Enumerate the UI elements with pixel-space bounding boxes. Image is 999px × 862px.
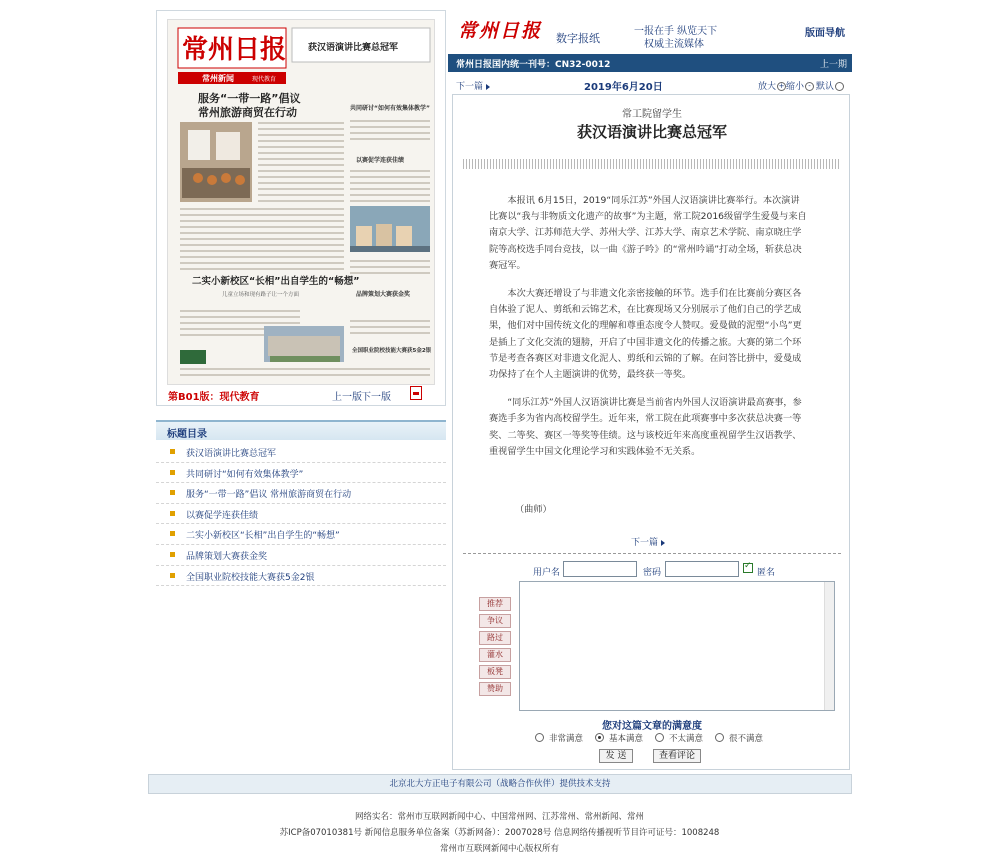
newspaper-col-head4: 全国职业院校技能大赛获5金2银 — [352, 348, 432, 354]
next-article-label[interactable]: 下一篇 — [456, 82, 484, 92]
next-page-link[interactable]: 下一版 — [361, 392, 391, 403]
spam-button[interactable]: 灌水 — [479, 648, 511, 662]
satisfaction-radio-2[interactable] — [595, 733, 604, 742]
article-author: （曲师） — [515, 504, 552, 515]
zoom-in-label[interactable]: 放大 — [758, 82, 777, 92]
article-subtitle: 常工院留学生 — [622, 109, 682, 120]
footer-copyright: 常州市互联网新闻中心版权所有 — [439, 844, 559, 854]
send-button[interactable]: 发 送 — [599, 749, 633, 763]
toc-title: 标题目录 — [167, 429, 207, 440]
toc-item-label[interactable]: 以赛促学连获佳绩 — [186, 510, 259, 521]
anonymous-checkbox[interactable] — [743, 563, 753, 573]
tech-provider-bar: 北京北大方正电子有限公司（战略合作伙伴）提供技术支持 — [148, 774, 852, 794]
article-paragraph: 本报讯 6月15日，2019“同乐江苏”外国人汉语演讲比赛举行。本次演讲比赛以“我与非物质文化遗产的故事”为主题，常工院2016级留学生爱曼与来自南京大学、江苏师范大学、苏州大学、江苏大学、南京艺术学院、南京晓庄学院等高校选手同台竞技，以一曲《游子吟》的“常州吟诵”打动全场，斩获总决赛冠军。 — [489, 195, 807, 271]
article-body — [489, 193, 807, 472]
sponsor-button[interactable]: 赞助 — [479, 682, 511, 696]
zoom-in-button[interactable] — [758, 79, 786, 92]
bullet-icon — [170, 449, 175, 454]
newspaper-col-head2: 以赛促学连获佳绩 — [356, 157, 405, 164]
dispute-button[interactable]: 争议 — [479, 614, 511, 628]
article-container — [452, 94, 850, 770]
toc-item-label[interactable]: 共同研讨“如何有效集体教学” — [186, 469, 304, 480]
slogan-line2: 权威主流媒体 — [644, 39, 704, 50]
zoom-default-label[interactable]: 默认 — [816, 82, 835, 92]
divider-stripe — [463, 159, 841, 169]
toc-item[interactable] — [156, 483, 446, 504]
toc-item[interactable] — [156, 442, 446, 463]
satisfaction-title: 您对这篇文章的满意度 — [602, 721, 702, 732]
arrow-right-icon — [486, 84, 490, 90]
comment-textarea[interactable] — [519, 581, 835, 711]
article-paragraph: “同乐江苏”外国人汉语演讲比赛是当前省内外国人汉语演讲最高赛事，参赛选手多为省内高校留学生。近年来，常工院在此项赛事中多次获总决赛一等奖、二等奖、赛区一等奖等佳绩。这与该校近年来高度重视留学生汉语教学、重视留学生中国文化理论学习和实践体验不无关系。 — [489, 397, 802, 457]
site-logo[interactable]: 常州日报 — [458, 20, 543, 42]
newspaper-page-render — [168, 20, 435, 385]
newspaper-head2: 常州旅游商贸在行动 — [198, 106, 297, 119]
plus-icon[interactable]: + — [778, 82, 785, 90]
password-input[interactable] — [665, 561, 739, 577]
toc-item[interactable] — [156, 545, 446, 566]
article-paragraph: 本次大赛还增设了与非遗文化亲密接触的环节。选手们在比赛前分赛区各自体验了泥人、剪纸和云锦艺术，在比赛现场又分别展示了他们自己的学艺成果，他们对中国传统文化的理解和尊重态度令人赞叹。爱曼做的泥塑“小鸟”更是插上了文化交流的翅膀，开启了中国非遗文化的传播之旅。大赛的第二个环节是考查各赛区对非遗文化泥人、剪纸和云锦的了解。在问答比拼中，爱曼成功保持了在个人主题演讲的优势，最终获一等奖。 — [489, 288, 802, 381]
newspaper-masthead: 常州日报 — [182, 35, 287, 65]
info-bar — [448, 54, 852, 72]
toc-item[interactable] — [156, 524, 446, 545]
bullet-icon — [170, 573, 175, 578]
recommend-button[interactable]: 推荐 — [479, 597, 511, 611]
textarea-scrollbar[interactable] — [824, 582, 834, 710]
username-input[interactable] — [563, 561, 637, 577]
zoom-out-button[interactable] — [786, 79, 814, 92]
toc-item-label[interactable]: 获汉语演讲比赛总冠军 — [186, 449, 277, 459]
circle-icon[interactable] — [835, 82, 844, 91]
newspaper-section: 常州新闻 — [202, 74, 234, 83]
newspaper-subsection: 现代教育 — [252, 76, 277, 83]
bullet-icon — [170, 531, 175, 536]
username-label: 用户名 — [533, 568, 561, 578]
date-bar — [448, 74, 852, 94]
view-comments-button[interactable]: 查看评论 — [653, 749, 701, 763]
satisfaction-radio-1[interactable] — [535, 733, 544, 742]
satisfaction-radio-3[interactable] — [655, 733, 664, 742]
pdf-icon[interactable] — [410, 386, 422, 400]
digital-edition-label: 数字报纸 — [556, 32, 600, 45]
next-article-label[interactable]: 下一篇 — [631, 538, 659, 548]
toc-list — [156, 442, 446, 586]
newspaper-bottom-headline: 二实小新校区“长相”出自学生的“畅想” — [192, 276, 360, 287]
satisfaction-label-1: 非常满意 — [549, 734, 584, 744]
bullet-icon — [170, 511, 175, 516]
toc-item-label[interactable]: 品牌策划大赛获金奖 — [186, 551, 268, 562]
next-article-link-bottom[interactable] — [631, 535, 665, 548]
next-article-link-top[interactable] — [456, 79, 490, 92]
satisfaction-label-3: 不太满意 — [669, 734, 704, 744]
bullet-icon — [170, 490, 175, 495]
anonymous-label: 匿名 — [757, 568, 776, 578]
slogan-line1: 一报在手 纵览天下 — [634, 26, 718, 37]
newspaper-head1: 服务“一带一路”倡议 — [198, 92, 301, 105]
page-nav-link[interactable]: 版面导航 — [805, 28, 845, 39]
prev-issue-link[interactable]: 上一期 — [820, 60, 848, 70]
divider-dashed — [463, 553, 841, 554]
article-title: 获汉语演讲比赛总冠军 — [576, 123, 727, 141]
toc-item[interactable] — [156, 504, 446, 525]
satisfaction-label-4: 很不满意 — [729, 734, 764, 744]
toc-item[interactable] — [156, 463, 446, 484]
toc-item-label[interactable]: 二实小新校区“长相”出自学生的“畅想” — [186, 531, 340, 542]
arrow-right-icon — [661, 540, 665, 546]
toc-header — [156, 420, 446, 440]
edition-label[interactable]: 第B01版：现代教育 — [168, 392, 260, 403]
issn-label: 常州日报国内统一刊号：CN32-0012 — [456, 60, 611, 70]
newspaper-bottom-subhead: 儿童立场和现有路子让一个方面 — [222, 292, 300, 298]
newspaper-pager — [156, 386, 431, 404]
issue-date: 2019年6月20日 — [584, 82, 663, 93]
newspaper-col-head1: 共同研讨“如何有效集体教学” — [350, 105, 430, 112]
newspaper-col-head3: 品牌策划大赛获金奖 — [356, 291, 411, 298]
minus-icon[interactable]: - — [805, 82, 814, 91]
bullet-icon — [170, 552, 175, 557]
footer-line1: 网络实名：常州市互联网新闻中心、中国常州网、江苏常州、常州新闻、常州 — [354, 812, 644, 822]
toc-item-label[interactable]: 全国职业院校技能大赛获5金2银 — [186, 572, 315, 583]
toc-item[interactable] — [156, 566, 446, 587]
newspaper-page-image[interactable] — [167, 19, 435, 385]
page — [148, 0, 852, 800]
satisfaction-radio-4[interactable] — [715, 733, 724, 742]
zoom-default-button[interactable] — [816, 79, 844, 92]
zoom-out-label[interactable]: 缩小 — [786, 82, 805, 92]
toc-item-label[interactable]: 服务“一带一路”倡议 常州旅游商贸在行动 — [186, 490, 352, 501]
pass-by-button[interactable]: 路过 — [479, 631, 511, 645]
newspaper-right-headline: 获汉语演讲比赛总冠军 — [308, 43, 399, 53]
password-label: 密码 — [643, 568, 662, 578]
newspaper-frame — [156, 10, 446, 406]
bench-button[interactable]: 板凳 — [479, 665, 511, 679]
bullet-icon — [170, 470, 175, 475]
satisfaction-label-2: 基本满意 — [609, 734, 644, 744]
footer-line2: 苏ICP备07010381号 新闻信息服务单位备案（苏新网备）：2007028号 信息网络传播视听节目许可证号：1008248 — [279, 828, 720, 838]
prev-page-link[interactable]: 上一版 — [332, 392, 362, 403]
